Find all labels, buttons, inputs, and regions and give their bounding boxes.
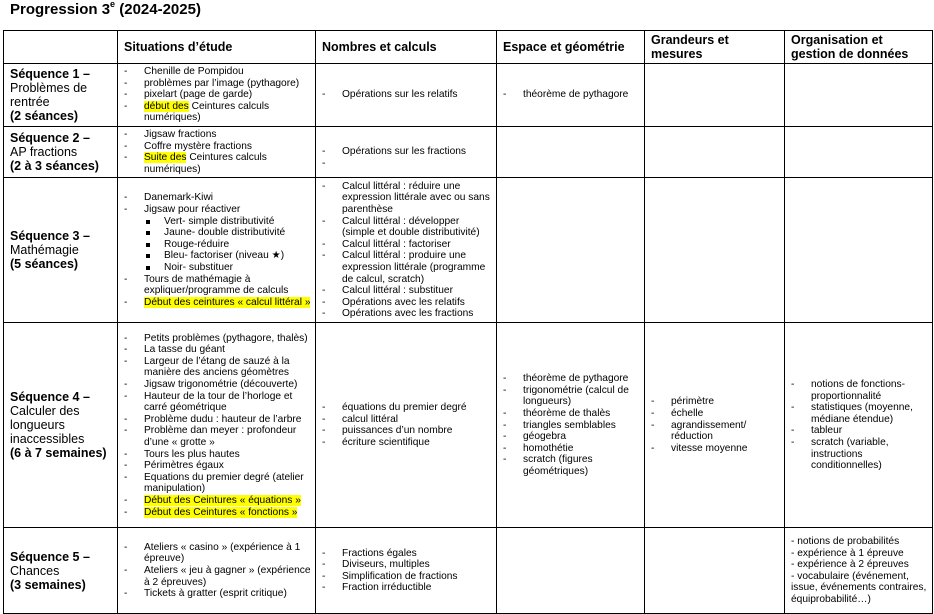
grandeurs-cell [645,126,785,177]
list-item: - théorème de pythagore [501,373,640,385]
list-item: - statistiques (moyenne, médiane étendue) [789,402,928,425]
sequence-name: AP fractions [10,145,78,160]
espace-cell [497,528,645,614]
sequence-title: Séquence 3 – [10,229,90,244]
grandeurs-cell [645,178,785,323]
sequence-title: Séquence 4 – [10,390,90,405]
sequence-cell [4,126,118,177]
list-item: - Tours de mathémagie à expliquer/programme de calculs [122,274,311,297]
organisation-cell [785,64,933,127]
list-item: - Tickets à gratter (esprit critique) [122,588,311,600]
list-item: - Calcul littéral : développer (simple et double distributivité) [320,216,492,239]
list-item: Noir- substituer [122,262,311,274]
list-item: - Suite des Ceintures calculs numériques) [122,152,311,175]
sequence-title: Séquence 5 – [10,549,90,564]
list-item: - Périmètres égaux [122,460,311,472]
sequence-duration: (6 à 7 semaines) [10,446,107,461]
header-nombres: Nombres et calculs [316,31,497,64]
list-item: - expérience à 2 épreuves [791,559,909,571]
list-item: - périmètre [649,396,780,408]
list-item: - Problème dan meyer : profondeur d’une « grotte » [122,425,311,448]
list-item: Rouge-réduire [122,239,311,251]
sequence-name: Chances [10,563,60,578]
list-item: - théorème de thalès [501,408,640,420]
list-item: - Petits problèmes (pythagore, thalès) [122,333,311,345]
list-item: - Ateliers « jeu à gagner » (expérience à 2 épreuves) [122,565,311,588]
list-item: - La tasse du géant [122,344,311,356]
list-item [122,297,311,309]
sequence-cell [4,323,118,528]
highlight: Début des Ceintures « fonctions » [144,506,298,518]
page-title: Progression 3e (2024-2025) [10,0,201,18]
list-item: - tableur [789,425,928,437]
list-item: - Jigsaw pour réactiver [122,204,311,216]
header-sequence [4,31,118,64]
sequence-duration: (2 séances) [10,108,79,123]
list-item: - théorème de pythagore [501,89,640,101]
list-item: - notions de fonctions-proportionnalité [789,379,928,402]
grandeurs-cell [645,528,785,614]
header-grandeurs: Grandeurs et mesures [645,31,785,64]
list-item: - Jigsaw fractions [122,129,311,141]
list-item: Jaune- double distributivité [122,227,311,239]
list-item: Bleu- factoriser (niveau ★) [122,250,311,262]
list-item: - Opérations sur les relatifs [320,89,492,101]
espace-cell [497,178,645,323]
list-item: - expérience à 1 épreuve [791,547,904,559]
list-item: - échelle [649,408,780,420]
organisation-cell [785,528,933,614]
sequence-title: Séquence 2 – [10,131,90,146]
header-espace: Espace et géométrie [497,31,645,64]
nombres-cell [316,323,497,528]
espace-cell [497,64,645,127]
list-item: - Simplification de fractions [320,571,492,583]
progression-table [3,30,933,614]
situations-cell [118,126,316,177]
list-item: - Ateliers « casino » (expérience à 1 épreuve) [122,542,311,565]
list-item: - Problème dudu : hauteur de l’arbre [122,414,311,426]
situations-cell [118,323,316,528]
list-item: - scratch (figures géométriques) [501,454,640,477]
situations-cell [118,178,316,323]
nombres-cell [316,126,497,177]
list-item: - Tours les plus hautes [122,449,311,461]
list-item: - Calcul littéral : factoriser [320,239,492,251]
list-item: - Equations du premier degré (atelier manipulation) [122,472,311,495]
list-item: - scratch (variable, instructions conditionnelles) [789,437,928,472]
list-item: - Calcul littéral : substituer [320,285,492,297]
list-item: - Fractions égales [320,548,492,560]
nombres-cell [316,64,497,127]
list-item: - Calcul littéral : produire une expression littérale (programme de calcul, scratch) [320,250,492,285]
organisation-cell [785,178,933,323]
sequence-duration: (2 à 3 séances) [10,159,99,174]
list-item: - calcul littéral [320,414,492,426]
highlight: Début des Ceintures « équations » [144,494,301,506]
table-row [4,528,933,614]
sequence-cell [4,178,118,323]
sequence-cell [4,64,118,127]
list-item: - triangles semblables [501,420,640,432]
list-item: - Opérations avec les relatifs [320,297,492,309]
list-item: - équations du premier degré [320,402,492,414]
header-row [4,31,933,64]
list-item: - notions de probabilités [791,536,900,548]
list-item: - début des Ceintures calculs numériques) [122,101,311,124]
list-item: - agrandissement/ réduction [649,420,780,443]
table-row [4,323,933,528]
list-item: - Chenille de Pompidou [122,66,311,78]
sequence-duration: (5 séances) [10,257,79,272]
list-item: - vocabulaire (événement, issue, événements contraires, équiprobabilité…) [791,570,927,606]
list-item [122,495,311,507]
sequence-duration: (3 semaines) [10,577,86,592]
list-item: - Opérations avec les fractions [320,308,492,320]
list-item: - homothétie [501,443,640,455]
list-item: Vert- simple distributivité [122,216,311,228]
organisation-cell [785,126,933,177]
list-item: - pixelart (page de garde) [122,89,311,101]
list-item: - Largeur de l’étang de sauzé à la manière des anciens géomètres [122,356,311,379]
list-item: - trigonométrie (calcul de longueurs) [501,385,640,408]
list-item: - problèmes par l’image (pythagore) [122,78,311,90]
table-row [4,178,933,323]
header-situations: Situations d’étude [118,31,316,64]
nombres-cell [316,528,497,614]
list-item: - Jigsaw trigonométrie (découverte) [122,379,311,391]
sequence-cell [4,528,118,614]
sequence-name: Mathémagie [10,243,79,258]
sequence-name: Problèmes de rentrée [10,80,88,109]
situations-cell [118,528,316,614]
list-item: - Diviseurs, multiples [320,559,492,571]
list-item: - écriture scientifique [320,437,492,449]
grandeurs-cell [645,323,785,528]
list-item: - géogebra [501,431,640,443]
table-row [4,64,933,127]
sequence-name: Calculer des longueurs inaccessibles [10,404,85,447]
list-item: - vitesse moyenne [649,443,780,455]
list-item: - Fraction irréductible [320,582,492,594]
header-organisation: Organisation et gestion de données [785,31,933,64]
table-row [4,126,933,177]
highlight: Suite des [144,152,187,164]
list-item: - Opérations sur les fractions [320,146,492,158]
list-item: - Calcul littéral : réduire une expression littérale avec ou sans parenthèse [320,181,492,216]
list-item: - Coffre mystère fractions [122,141,311,153]
list-item: - Hauteur de la tour de l’horloge et carré géométrique [122,391,311,414]
grandeurs-cell [645,64,785,127]
list-item: - puissances d’un nombre [320,425,492,437]
organisation-cell [785,323,933,528]
list-item: - Danemark-Kiwi [122,192,311,204]
situations-cell [118,64,316,127]
highlight: début des [144,100,189,112]
highlight: Début des ceintures « calcul littéral » [144,296,311,308]
espace-cell [497,323,645,528]
list-item [122,507,311,519]
espace-cell [497,126,645,177]
nombres-cell [316,178,497,323]
sequence-title: Séquence 1 – [10,66,90,81]
